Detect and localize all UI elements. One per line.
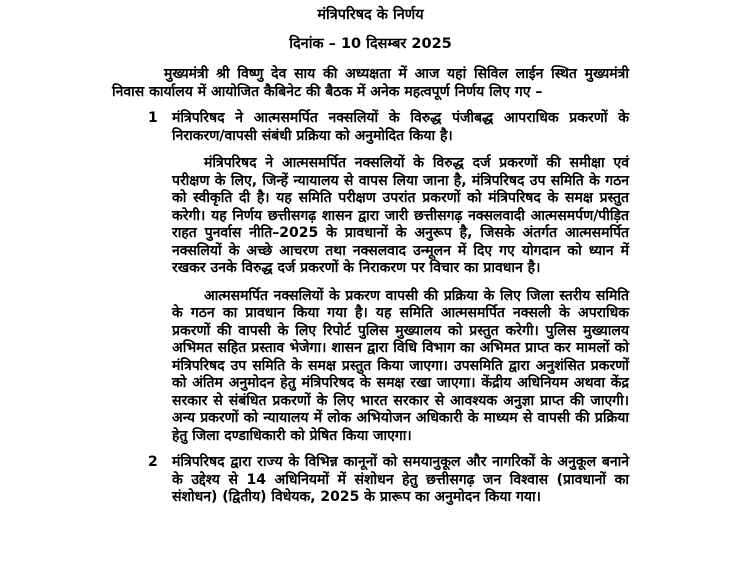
item-1-number: 1 xyxy=(148,110,158,126)
item-2-heading: मंत्रिपरिषद द्वारा राज्य के विभिन्न कानूनों को समयानुकूल और नागरिकों के अनुकूल बनाने के उद्देश्य से 14 अधिनियमों में संशोधन हेतु छत्तीसगढ़ जन विश्वास (प्रावधानों का संशोधन) (द्वितीय) विधेयक, 2025 के प्रारूप का अनुमोदन किया गया। xyxy=(172,454,629,505)
item-1-heading: मंत्रिपरिषद ने आत्मसमर्पित नक्सलियों के विरुद्ध पंजीबद्ध आपराधिक प्रकरणों के निराकरण/वापसी संबंधी प्रक्रिया को अनुमोदित किया है। xyxy=(172,110,629,144)
item-2-number: 2 xyxy=(148,454,158,470)
intro-paragraph: मुख्यमंत्री श्री विष्णु देव साय की अध्यक्षता में आज यहां सिविल लाईन स्थित मुख्यमंत्री निवास कार्यालय में आयोजित कैबिनेट की बैठक में अनेक महत्वपूर्ण निर्णय लिए गए – xyxy=(112,66,629,100)
item-1-paragraph-1: मंत्रिपरिषद ने आत्मसमर्पित नक्सलियों के विरुद्ध दर्ज प्रकरणों की समीक्षा एवं परीक्षण के लिए, जिन्हें न्यायालय से वापस लिया जाना है, मंत्रिपरिषद उप समिति के गठन को स्वीकृति दी है। यह समिति परीक्षण उपरांत प्रकरणों को मंत्रिपरिषद के समक्ष प्रस्तुत करेगी। यह निर्णय छत्तीसगढ़ शासन द्वारा जारी छत्तीसगढ़ नक्सलवादी आत्मसमर्पण/पीड़ित राहत पुनर्वास नीति–2025 के प्रावधानों के अनुरूप है, जिसके अंतर्गत आत्मसमर्पित नक्सलियों के अच्छे आचरण तथा नक्सलवाद उन्मूलन में दिए गए योगदान को ध्यान में रखकर उनके विरुद्ध दर्ज प्रकरणों के निराकरण पर विचार का प्रावधान है। xyxy=(172,155,629,276)
document-title: मंत्रिपरिषद के निर्णय xyxy=(317,7,424,23)
decision-item-1 xyxy=(112,110,629,445)
document-date-line: दिनांक – 10 दिसम्बर 2025 xyxy=(289,35,452,52)
item-1-body xyxy=(172,110,629,445)
item-1-paragraph-2: आत्मसमर्पित नक्सलियों के प्रकरण वापसी की प्रक्रिया के लिए जिला स्तरीय समिति के गठन का प्रावधान किया गया है। यह समिति आत्मसमर्पित नक्सली के अपराधिक प्रकरणों की वापसी के लिए रिपोर्ट पुलिस मुख्यालय को प्रस्तुत करेगी। पुलिस मुख्यालय अभिमत सहित प्रस्ताव भेजेगा। शासन द्वारा विधि विभाग का अभिमत प्राप्त कर मामलों को मंत्रिपरिषद उप समिति के समक्ष प्रस्तुत किया जाएगा। उपसमिति द्वारा अनुशंसित प्रकरणों को अंतिम अनुमोदन हेतु मंत्रिपरिषद के समक्ष रखा जाएगा। केंद्रीय अधिनियम अथवा केंद्र सरकार से संबंधित प्रकरणों के लिए भारत सरकार से आवश्यक अनुज्ञा प्राप्त की जाएगी। अन्य प्रकरणों को न्यायालय में लोक अभियोजन अधिकारी के माध्यम से वापसी की प्रक्रिया हेतु जिला दण्डाधिकारी को प्रेषित किया जाएगा। xyxy=(172,287,629,444)
item-2-body xyxy=(172,454,629,507)
decision-item-2 xyxy=(112,454,629,507)
